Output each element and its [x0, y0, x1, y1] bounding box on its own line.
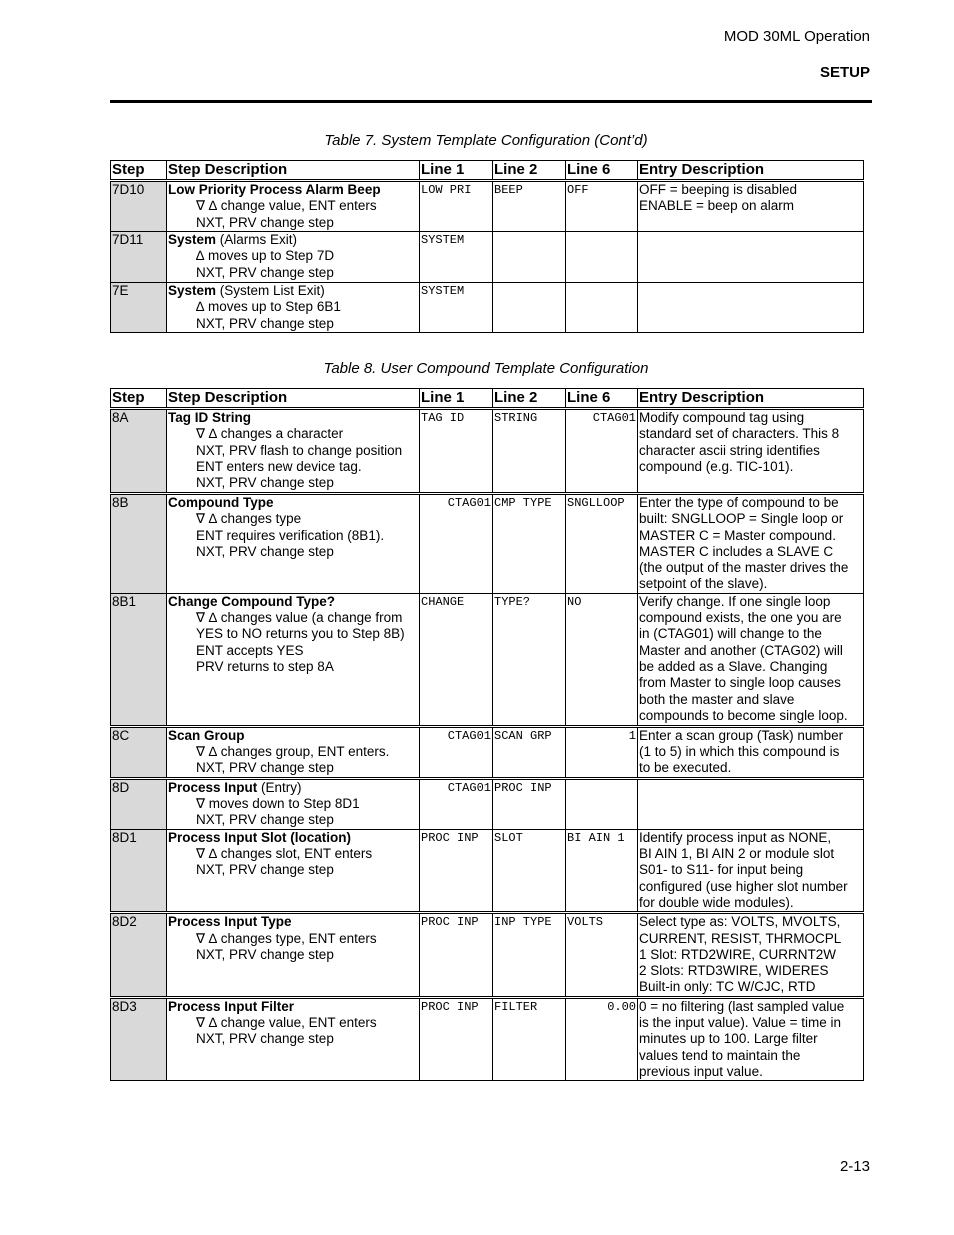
entry-description-line: Verify change. If one single loop: [639, 593, 831, 609]
line1-cell: CTAG01: [420, 778, 493, 829]
entry-description-line: CURRENT, RESIST, THRMOCPL: [639, 930, 842, 946]
entry-description-line: Select type as: VOLTS, MVOLTS,: [639, 914, 841, 930]
step-cell: 7D10: [111, 181, 167, 232]
table8-caption: Table 8. User Compound Template Configuration: [323, 360, 649, 377]
entry-description-line: OFF = beeping is disabled: [639, 182, 797, 197]
line1-cell: PROC INP: [420, 913, 493, 997]
step-description-cell: [167, 778, 420, 829]
step-title: Low Priority Process Alarm Beep: [168, 182, 381, 197]
entry-description-cell: [638, 829, 864, 912]
step-title-extra: (System List Exit): [216, 283, 325, 298]
step-description-line: NXT, PRV change step: [196, 1031, 334, 1047]
step-description-title: [168, 410, 418, 426]
page-number: 2-13: [839, 1158, 870, 1175]
step-title-extra: (Alarms Exit): [216, 232, 298, 247]
table-row: [111, 829, 864, 912]
step-description-cell: [167, 726, 420, 778]
step-description-line: ∇ ∆ changes type: [196, 511, 302, 527]
line2-cell: [493, 283, 566, 333]
step-description-cell: [167, 409, 420, 494]
step-description-line: ∇ moves down to Step 8D1: [196, 796, 360, 812]
entry-description-line: built: SNGLLOOP = Single loop or: [639, 511, 844, 527]
step-description-title: [168, 780, 418, 796]
step-description-line: NXT, PRV change step: [196, 214, 334, 230]
line1-cell: CTAG01: [420, 494, 493, 594]
line6-cell: [566, 778, 638, 829]
line2-cell: SLOT: [493, 829, 566, 912]
entry-description-line: both the master and slave: [639, 691, 795, 707]
line6-cell: NO: [566, 593, 638, 726]
table-row: [111, 283, 864, 333]
step-description-title: [168, 495, 418, 511]
entry-description-line: (the output of the master drives the: [639, 560, 849, 576]
column-header-4: Line 6: [566, 161, 638, 181]
step-cell: 8D1: [111, 829, 167, 912]
entry-description-line: character ascii string identifies: [639, 442, 820, 458]
column-header-3: Line 2: [493, 161, 566, 181]
line1-cell: PROC INP: [420, 829, 493, 912]
line2-cell: STRING: [493, 409, 566, 494]
header-rule: [110, 100, 872, 103]
entry-description-line: 0 = no filtering (last sampled value: [639, 998, 845, 1014]
entry-description-line: compounds to become single loop.: [639, 707, 848, 723]
line1-cell: LOW PRI: [420, 181, 493, 232]
step-description-line: NXT, PRV change step: [196, 946, 334, 962]
line1-cell: SYSTEM: [420, 232, 493, 283]
step-description-line: ∇ ∆ changes a character: [196, 426, 344, 442]
table8: [110, 388, 864, 1081]
step-description-cell: [167, 494, 420, 594]
step-title: Scan Group: [168, 727, 245, 743]
step-description-cell: [167, 593, 420, 726]
step-description-line: PRV returns to step 8A: [196, 658, 334, 674]
step-title: Tag ID String: [168, 410, 251, 425]
column-header-5: Entry Description: [638, 161, 864, 181]
entry-description-line: standard set of characters. This 8: [639, 426, 840, 442]
entry-description-line: compound (e.g. TIC-101).: [639, 458, 794, 474]
step-description-line: ENT requires verification (8B1).: [196, 527, 385, 543]
entry-description-line: be added as a Slave. Changing: [639, 658, 828, 674]
column-header-2: Line 1: [420, 389, 493, 409]
step-cell: 7D11: [111, 232, 167, 283]
step-description-line: ∆ moves up to Step 6B1: [196, 299, 341, 315]
table-row: [111, 726, 864, 778]
step-cell: 7E: [111, 283, 167, 333]
entry-description-line: from Master to single loop causes: [639, 675, 841, 691]
entry-description-line: MASTER C includes a SLAVE C: [639, 543, 834, 559]
table8-header-row: [111, 389, 864, 409]
step-description-line: ENT enters new device tag.: [196, 458, 362, 474]
entry-description-line: (1 to 5) in which this compound is: [639, 744, 840, 760]
entry-description-line: Built-in only: TC W/CJC, RTD: [639, 979, 816, 995]
table-row: [111, 409, 864, 494]
step-description-line: NXT, PRV change step: [196, 543, 334, 559]
line6-cell: 1: [566, 726, 638, 778]
step-title: System: [168, 283, 217, 298]
column-header-3: Line 2: [493, 389, 566, 409]
line6-cell: [566, 283, 638, 333]
entry-description-cell: [638, 283, 864, 333]
step-description-line: NXT, PRV flash to change position: [196, 442, 403, 458]
step-description-line: ∇ ∆ changes value (a change from: [196, 610, 403, 626]
step-description-line: NXT, PRV change step: [196, 315, 334, 331]
entry-description-cell: [638, 494, 864, 594]
step-description-title: [168, 830, 418, 846]
step-description-line: NXT, PRV change step: [196, 264, 334, 280]
step-description-title: [168, 999, 418, 1015]
step-description-line: ∇ ∆ change value, ENT enters: [196, 1015, 377, 1031]
column-header-1: Step Description: [167, 389, 420, 409]
table-row: [111, 778, 864, 829]
line6-cell: [566, 232, 638, 283]
entry-description-line: Enter the type of compound to be: [639, 495, 839, 510]
line6-cell: OFF: [566, 181, 638, 232]
table7: [110, 160, 864, 333]
line1-cell: PROC INP: [420, 997, 493, 1080]
entry-description-cell: [638, 181, 864, 232]
entry-description-line: compound exists, the one you are: [639, 610, 842, 626]
entry-description-line: Modify compound tag using: [639, 410, 805, 425]
step-description-title: [168, 594, 418, 610]
step-description-title: [168, 182, 418, 198]
line2-cell: [493, 232, 566, 283]
step-cell: 8A: [111, 409, 167, 494]
entry-description-line: configured (use higher slot number: [639, 878, 848, 894]
entry-description-cell: [638, 997, 864, 1080]
entry-description-cell: [638, 778, 864, 829]
line2-cell: TYPE?: [493, 593, 566, 726]
step-description-line: ENT accepts YES: [196, 642, 304, 658]
step-title: Change Compound Type?: [168, 593, 335, 609]
entry-description-line: values tend to maintain the: [639, 1047, 801, 1063]
entry-description-cell: [638, 726, 864, 778]
line6-cell: SNGLLOOP: [566, 494, 638, 594]
step-description-line: ∇ ∆ changes type, ENT enters: [196, 930, 377, 946]
entry-description-line: Identify process input as NONE,: [639, 829, 832, 845]
table-row: [111, 232, 864, 283]
column-header-5: Entry Description: [638, 389, 864, 409]
step-description-cell: [167, 283, 420, 333]
step-title: Process Input Type: [168, 914, 292, 930]
step-title: System: [168, 232, 217, 247]
entry-description-line: MASTER C = Master compound.: [639, 527, 836, 543]
entry-description-line: to be executed.: [639, 760, 732, 776]
step-title: Compound Type: [168, 495, 274, 510]
header-title: MOD 30ML Operation: [723, 28, 870, 45]
entry-description-line: Master and another (CTAG02) will: [639, 642, 843, 658]
step-cell: 8D2: [111, 913, 167, 997]
line6-cell: CTAG01: [566, 409, 638, 494]
step-description-line: ∆ moves up to Step 7D: [196, 248, 335, 264]
step-description-line: NXT, PRV change step: [196, 760, 334, 776]
entry-description-line: is the input value). Value = time in: [639, 1015, 841, 1031]
step-description-title: [168, 232, 418, 248]
step-description-cell: [167, 997, 420, 1080]
step-description-line: NXT, PRV change step: [196, 475, 334, 491]
entry-description-line: Enter a scan group (Task) number: [639, 727, 844, 743]
table7-header-row: [111, 161, 864, 181]
table7-caption: Table 7. System Template Configuration (Cont’d): [324, 132, 648, 149]
step-cell: 8D3: [111, 997, 167, 1080]
step-description-title: [168, 283, 418, 299]
step-title: Process Input: [168, 779, 258, 795]
entry-description-cell: [638, 913, 864, 997]
step-description-line: ∇ ∆ changes slot, ENT enters: [196, 846, 373, 862]
step-description-line: NXT, PRV change step: [196, 862, 334, 878]
step-description-line: NXT, PRV change step: [196, 812, 334, 828]
entry-description-line: previous input value.: [639, 1063, 763, 1079]
column-header-0: Step: [111, 389, 167, 409]
line2-cell: SCAN GRP: [493, 726, 566, 778]
step-title: Process Input Filter: [168, 998, 295, 1014]
table-row: [111, 494, 864, 594]
table-row: [111, 997, 864, 1080]
line6-cell: BI AIN 1: [566, 829, 638, 912]
table-row: [111, 913, 864, 997]
column-header-4: Line 6: [566, 389, 638, 409]
step-description-cell: [167, 181, 420, 232]
column-header-0: Step: [111, 161, 167, 181]
step-description-title: [168, 914, 418, 930]
entry-description-line: 2 Slots: RTD3WIRE, WIDERES: [639, 963, 829, 979]
step-description-cell: [167, 232, 420, 283]
entry-description-line: for double wide modules).: [639, 894, 794, 910]
entry-description-line: in (CTAG01) will change to the: [639, 626, 822, 642]
entry-description-line: BI AIN 1, BI AIN 2 or module slot: [639, 846, 835, 862]
entry-description-line: ENABLE = beep on alarm: [639, 198, 794, 214]
line1-cell: TAG ID: [420, 409, 493, 494]
column-header-2: Line 1: [420, 161, 493, 181]
step-cell: 8C: [111, 726, 167, 778]
entry-description-line: minutes up to 100. Large filter: [639, 1031, 818, 1047]
line6-cell: 0.00: [566, 997, 638, 1080]
column-header-1: Step Description: [167, 161, 420, 181]
step-title-extra: (Entry): [257, 779, 302, 795]
entry-description-cell: [638, 232, 864, 283]
entry-description-line: 1 Slot: RTD2WIRE, CURRNT2W: [639, 946, 837, 962]
step-description-line: YES to NO returns you to Step 8B): [196, 626, 405, 642]
line6-cell: VOLTS: [566, 913, 638, 997]
line2-cell: CMP TYPE: [493, 494, 566, 594]
entry-description-line: S01- to S11- for input being: [639, 862, 804, 878]
table-row: [111, 593, 864, 726]
step-description-title: [168, 728, 418, 744]
line2-cell: INP TYPE: [493, 913, 566, 997]
step-cell: 8B1: [111, 593, 167, 726]
entry-description-cell: [638, 409, 864, 494]
entry-description-line: setpoint of the slave).: [639, 576, 768, 592]
step-title: Process Input Slot (location): [168, 829, 352, 845]
step-description-cell: [167, 829, 420, 912]
step-description-line: ∇ ∆ change value, ENT enters: [196, 198, 377, 214]
step-cell: 8D: [111, 778, 167, 829]
step-description-cell: [167, 913, 420, 997]
step-description-line: ∇ ∆ changes group, ENT enters.: [196, 744, 390, 760]
step-cell: 8B: [111, 494, 167, 594]
entry-description-cell: [638, 593, 864, 726]
line2-cell: FILTER: [493, 997, 566, 1080]
line2-cell: BEEP: [493, 181, 566, 232]
line1-cell: SYSTEM: [420, 283, 493, 333]
header-section: SETUP: [819, 64, 870, 81]
line1-cell: CHANGE: [420, 593, 493, 726]
line2-cell: PROC INP: [493, 778, 566, 829]
table-row: [111, 181, 864, 232]
line1-cell: CTAG01: [420, 726, 493, 778]
